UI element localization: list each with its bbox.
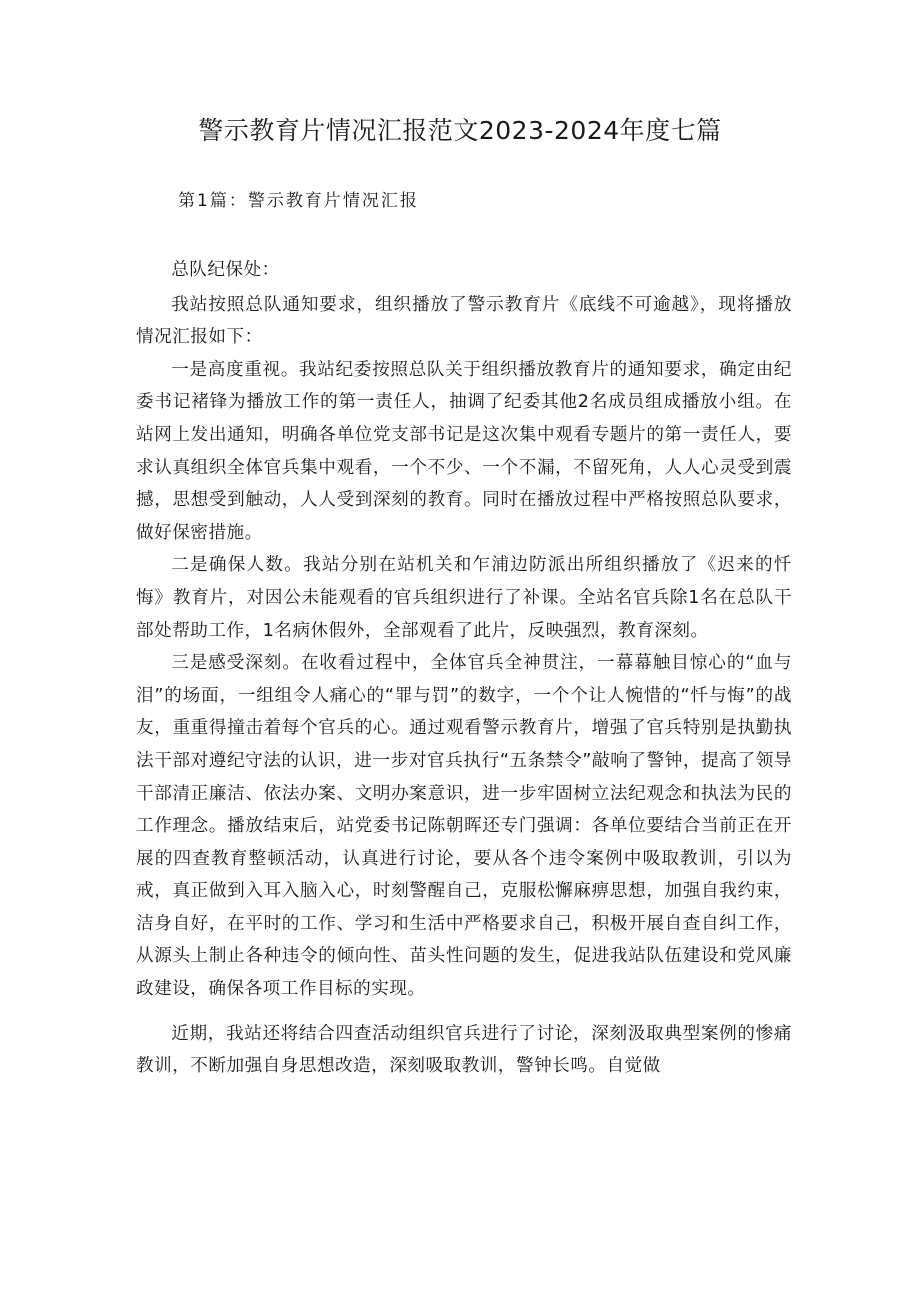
- document-title: 警示教育片情况汇报范文2023-2024年度七篇: [198, 116, 722, 145]
- paragraph-recent: 近期，我站还将结合四查活动组织官兵进行了讨论，深刻汲取典型案例的惨痛教训，不断加强自身思想改造，深刻吸取教训，警钟长鸣。自觉做: [136, 1023, 792, 1077]
- paragraph-point-three: 三是感受深刻。在收看过程中，全体官兵全神贯注，一幕幕触目惊心的“血与泪”的场面，一组组令人痛心的“罪与罚”的数字，一个个让人惋惜的“忏与悔”的战友，重重得撞击着每个官兵的心。通过观看警示教育片，增强了官兵特别是执勤执法干部对遵纪守法的认识，进一步对官兵执行“五条禁令”敲响了警钟，提高了领导干部清正廉洁、依法办案、文明办案意识，进一步牢固树立法纪观念和执法为民的工作理念。播放结束后，站党委书记陈朝晖还专门强调：各单位要结合当前正在开展的四查教育整顿活动，认真进行讨论，要从各个违令案例中吸取教训，引以为戒，真正做到入耳入脑入心，时刻警醒自己，克服松懈麻痹思想，加强自我约束，洁身自好，在平时的工作、学习和生活中严格要求自己，积极开展自查自纠工作，从源头上制止各种违令的倾向性、苗头性问题的发生，促进我站队伍建设和党风廉政建设，确保各项工作目标的实现。: [136, 653, 792, 1000]
- paragraph-point-two: 二是确保人数。我站分别在站机关和乍浦边防派出所组织播放了《迟来的忏悔》教育片，对因公未能观看的官兵组织进行了补课。全站名官兵除1名在总队干部处帮助工作，1名病休假外，全部观看了此片，反映强烈，教育深刻。: [136, 555, 792, 641]
- recipient-line: 总队纪保处：: [171, 260, 280, 280]
- paragraph-point-one: 一是高度重视。我站纪委按照总队关于组织播放教育片的通知要求，确定由纪委书记褚锋为播放工作的第一责任人，抽调了纪委其他2名成员组成播放小组。在站网上发出通知，明确各单位党支部书记是这次集中观看专题片的第一责任人，要求认真组织全体官兵集中观看，一个不少、一个不漏，不留死角，人人心灵受到震撼，思想受到触动，人人受到深刻的教育。同时在播放过程中严格按照总队要求，做好保密措施。: [136, 359, 792, 543]
- document-body: [136, 254, 792, 1083]
- section-heading: 第1篇：警示教育片情况汇报: [178, 191, 419, 211]
- paragraph-intro: 我站按照总队通知要求，组织播放了警示教育片《底线不可逾越》，现将播放情况汇报如下：: [136, 294, 792, 348]
